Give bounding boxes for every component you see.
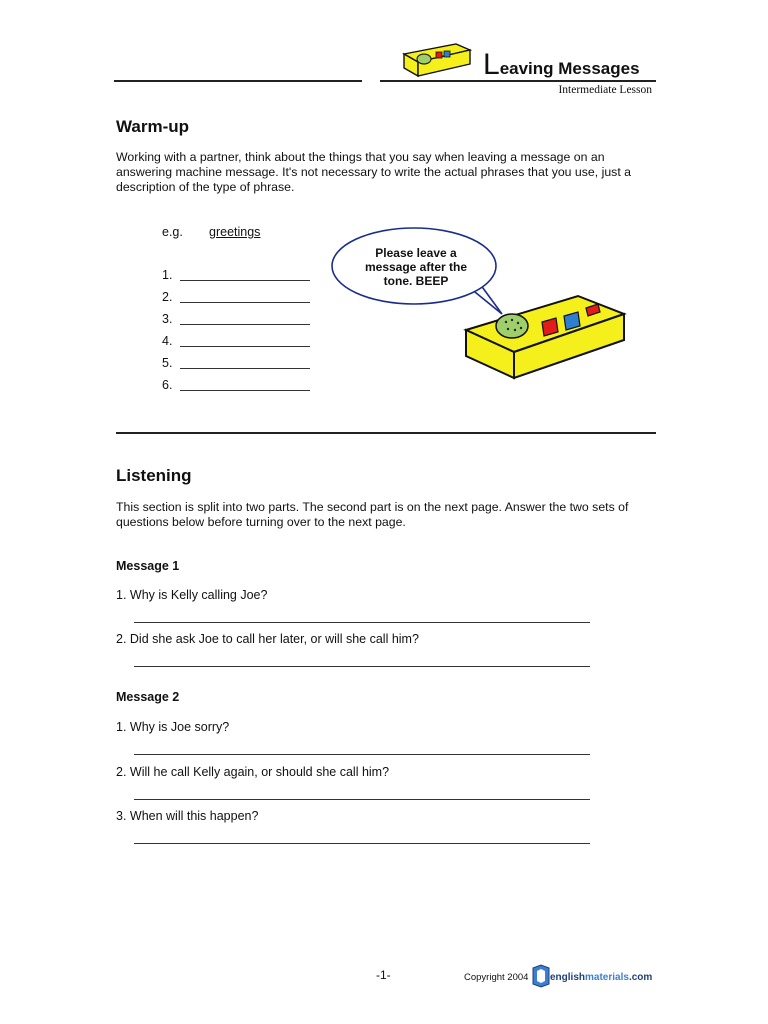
- warmup-item: [162, 356, 310, 370]
- item-number: 5.: [162, 356, 173, 370]
- warmup-item: [162, 312, 310, 326]
- item-number: 1.: [162, 268, 173, 282]
- warmup-paragraph: Working with a partner, think about the things that you say when leaving a message on an answering machine message. It's not necessary to write the actual phrases that you use, just a description of the type of phrase.: [116, 150, 631, 194]
- item-number: 6.: [162, 378, 173, 392]
- answer-blank[interactable]: [180, 368, 310, 369]
- listening-paragraph: This section is split into two parts. The second part is on the next page. Answer the two sets of questions below before turning over to the next page.: [116, 500, 629, 529]
- brand-link[interactable]: [550, 972, 652, 983]
- title-initial: L: [483, 48, 500, 81]
- brand-prefix: english: [550, 972, 586, 983]
- item-number: 3.: [162, 312, 173, 326]
- warmup-item: [162, 334, 310, 348]
- copyright-text: Copyright 2004: [464, 972, 529, 983]
- answer-line[interactable]: [134, 799, 590, 800]
- warmup-item: [162, 268, 310, 282]
- item-number: 2.: [162, 290, 173, 304]
- listening-heading: Listening: [116, 466, 192, 485]
- section-divider: [116, 432, 656, 434]
- answer-blank[interactable]: [180, 324, 310, 325]
- answer-line[interactable]: [134, 666, 590, 667]
- answer-line[interactable]: [134, 754, 590, 755]
- answering-machine-icon: [458, 292, 633, 384]
- englishmaterials-logo-icon: [532, 964, 550, 988]
- page-title: [483, 50, 640, 80]
- example-label: e.g.: [162, 225, 183, 239]
- question: 1. Why is Kelly calling Joe?: [116, 588, 268, 602]
- example-value: greetings: [209, 225, 261, 239]
- header-rule-right: [380, 80, 656, 82]
- warmup-heading: Warm-up: [116, 117, 190, 136]
- title-rest: eaving Messages: [499, 59, 640, 78]
- question: 3. When will this happen?: [116, 809, 259, 823]
- question: 1. Why is Joe sorry?: [116, 720, 230, 734]
- answer-line[interactable]: [134, 843, 590, 844]
- question: 2. Will he call Kelly again, or should she call him?: [116, 765, 390, 779]
- answer-blank[interactable]: [180, 346, 310, 347]
- message1-heading: Message 1: [116, 559, 180, 573]
- item-number: 4.: [162, 334, 173, 348]
- header-rule-left: [114, 80, 362, 82]
- message2-heading: Message 2: [116, 690, 180, 704]
- answer-blank[interactable]: [180, 280, 310, 281]
- warmup-item: [162, 290, 310, 304]
- brand-accent: materials: [585, 972, 629, 983]
- answering-machine-small-icon: [396, 40, 476, 82]
- bubble-text: Please leave a message after the tone. BEEP: [364, 246, 468, 288]
- page-subtitle: Intermediate Lesson: [558, 84, 652, 96]
- brand-suffix: .com: [628, 972, 653, 983]
- warmup-item: [162, 378, 310, 392]
- answer-blank[interactable]: [180, 390, 310, 391]
- question: 2. Did she ask Joe to call her later, or will she call him?: [116, 632, 419, 646]
- page-number: -1-: [376, 968, 391, 982]
- answer-blank[interactable]: [180, 302, 310, 303]
- answer-line[interactable]: [134, 622, 590, 623]
